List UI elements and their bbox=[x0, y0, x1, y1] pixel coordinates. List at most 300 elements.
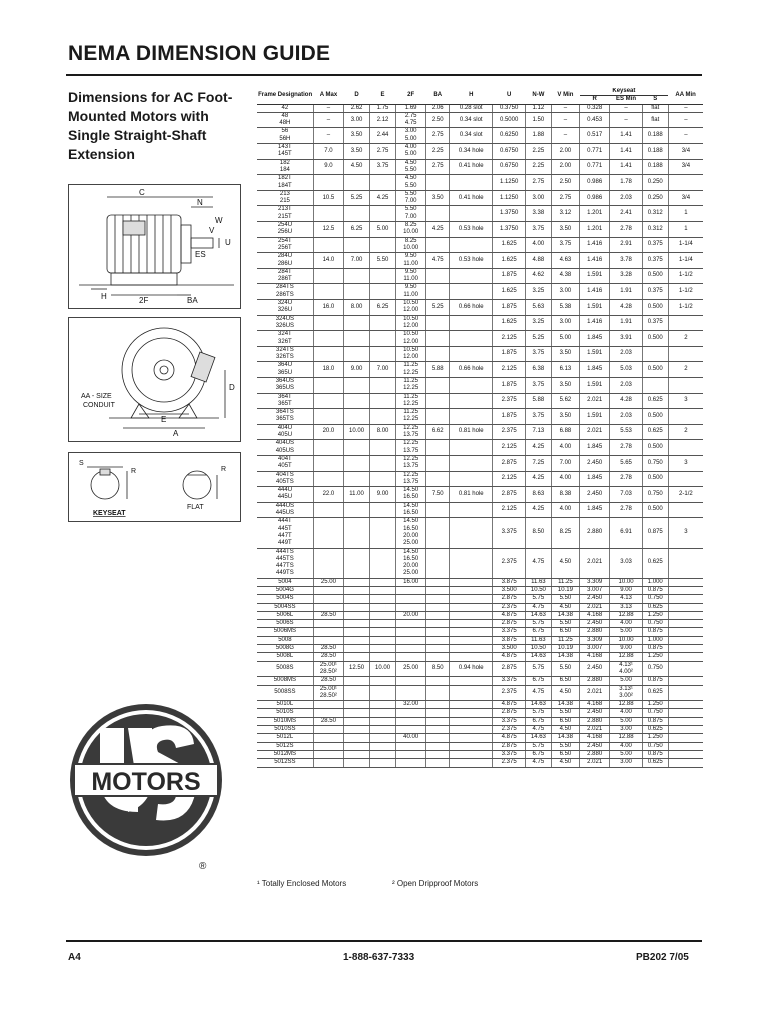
footer-page-number: A4 bbox=[68, 952, 81, 963]
table-cell: 8.00 bbox=[344, 300, 370, 316]
table-cell: 2.75 bbox=[370, 144, 396, 160]
table-cell bbox=[668, 440, 703, 456]
table-cell: 2.125 bbox=[493, 502, 525, 518]
table-row bbox=[257, 362, 703, 378]
table-cell: 10.50 12.00 bbox=[396, 331, 426, 347]
table-cell: 2.880 bbox=[580, 717, 610, 725]
table-cell bbox=[668, 759, 703, 767]
table-cell: 1.845 bbox=[580, 440, 610, 456]
table-row bbox=[257, 315, 703, 331]
table-cell: 5010L bbox=[257, 701, 313, 709]
table-cell: 28.50 bbox=[313, 717, 343, 725]
table-cell bbox=[344, 677, 370, 685]
table-cell: 0.500 bbox=[642, 362, 668, 378]
table-cell bbox=[313, 206, 343, 222]
table-cell: 6.50 bbox=[551, 677, 579, 685]
table-cell: 0.500 bbox=[642, 440, 668, 456]
table-cell: 5.50 bbox=[551, 661, 579, 677]
col-r: R bbox=[580, 96, 610, 104]
label-es: ES bbox=[195, 250, 206, 259]
table-cell: 5.00 bbox=[370, 222, 396, 238]
table-cell: 2 bbox=[668, 424, 703, 440]
table-cell bbox=[426, 636, 450, 644]
table-cell: 5.50 bbox=[551, 595, 579, 603]
table-cell bbox=[344, 742, 370, 750]
table-cell bbox=[668, 578, 703, 586]
table-cell: 25.00 bbox=[396, 661, 426, 677]
table-cell bbox=[450, 628, 493, 636]
table-cell: 2.875 bbox=[493, 595, 525, 603]
table-cell: 0.328 bbox=[580, 104, 610, 112]
table-cell bbox=[370, 315, 396, 331]
table-cell: 6.62 bbox=[426, 424, 450, 440]
table-cell: 324US 326US bbox=[257, 315, 313, 331]
table-cell bbox=[370, 331, 396, 347]
table-cell: 4.00 bbox=[610, 620, 642, 628]
table-cell bbox=[344, 315, 370, 331]
table-cell: 1.75 bbox=[370, 104, 396, 112]
table-cell: 6.50 bbox=[551, 717, 579, 725]
table-cell bbox=[668, 502, 703, 518]
table-cell bbox=[344, 502, 370, 518]
table-cell bbox=[344, 587, 370, 595]
table-cell bbox=[450, 377, 493, 393]
table-cell: 1.875 bbox=[493, 377, 525, 393]
table-cell: 14.50 16.50 bbox=[396, 502, 426, 518]
table-cell: 0.66 hole bbox=[450, 300, 493, 316]
us-motors-logo bbox=[66, 700, 226, 865]
table-cell: 7.00 bbox=[370, 362, 396, 378]
table-cell: 4.00 bbox=[551, 440, 579, 456]
table-cell bbox=[370, 595, 396, 603]
table-header-row-1 bbox=[257, 88, 703, 96]
table-cell: 0.250 bbox=[642, 190, 668, 206]
table-cell: 6.75 bbox=[525, 677, 551, 685]
table-cell: 5.88 bbox=[525, 393, 551, 409]
table-cell: 5.88 bbox=[426, 362, 450, 378]
table-cell bbox=[450, 759, 493, 767]
table-cell: 5008MS bbox=[257, 677, 313, 685]
table-cell bbox=[344, 471, 370, 487]
table-cell: 4.75 bbox=[525, 685, 551, 701]
table-cell: 5.00 bbox=[610, 628, 642, 636]
table-cell: 6.25 bbox=[370, 300, 396, 316]
table-cell: 3.03 bbox=[610, 548, 642, 578]
table-cell bbox=[426, 587, 450, 595]
table-cell: 364TS 365TS bbox=[257, 409, 313, 425]
table-cell: 3.50 bbox=[551, 409, 579, 425]
table-cell: 14.63 bbox=[525, 611, 551, 619]
table-cell bbox=[313, 726, 343, 734]
table-cell: 0.875 bbox=[642, 677, 668, 685]
table-cell bbox=[450, 315, 493, 331]
table-cell: 0.500 bbox=[642, 409, 668, 425]
table-cell: 12.5 bbox=[313, 222, 343, 238]
table-cell: 0.625 bbox=[642, 393, 668, 409]
table-row bbox=[257, 175, 703, 191]
table-cell: 0.750 bbox=[642, 661, 668, 677]
table-cell: 5.53 bbox=[610, 424, 642, 440]
table-row bbox=[257, 409, 703, 425]
table-cell: 0.625 bbox=[642, 685, 668, 701]
table-cell: 2.25 bbox=[426, 144, 450, 160]
table-cell: 3.500 bbox=[493, 587, 525, 595]
table-cell: 4.75 bbox=[525, 603, 551, 611]
table-cell: 3.25 bbox=[525, 284, 551, 300]
table-cell: 0.6750 bbox=[493, 144, 525, 160]
table-cell bbox=[313, 518, 343, 548]
table-cell: 0.750 bbox=[642, 455, 668, 471]
table-cell: 7.00 bbox=[551, 455, 579, 471]
table-cell: 5.75 bbox=[525, 742, 551, 750]
table-cell bbox=[426, 578, 450, 586]
table-cell: 3.007 bbox=[580, 587, 610, 595]
table-cell: 10.50 bbox=[525, 587, 551, 595]
table-cell bbox=[450, 620, 493, 628]
table-cell: 12.50 bbox=[344, 661, 370, 677]
table-cell: 8.50 bbox=[525, 518, 551, 548]
table-cell: 9.50 11.00 bbox=[396, 268, 426, 284]
table-cell: 0.625 bbox=[642, 726, 668, 734]
table-cell bbox=[426, 595, 450, 603]
table-cell bbox=[370, 620, 396, 628]
table-cell: 3.375 bbox=[493, 518, 525, 548]
table-cell: 2.450 bbox=[580, 595, 610, 603]
table-cell: 4.75 bbox=[525, 548, 551, 578]
table-cell: 2.125 bbox=[493, 362, 525, 378]
table-cell: 0.453 bbox=[580, 112, 610, 128]
table-cell: 2.06 bbox=[426, 104, 450, 112]
table-cell bbox=[426, 502, 450, 518]
table-row bbox=[257, 717, 703, 725]
table-cell: 5.00 bbox=[551, 331, 579, 347]
table-cell bbox=[370, 653, 396, 661]
table-cell: 284TS 286TS bbox=[257, 284, 313, 300]
table-cell: 5.75 bbox=[525, 595, 551, 603]
table-cell: 4.38 bbox=[551, 268, 579, 284]
table-cell: 1.625 bbox=[493, 315, 525, 331]
table-cell: 9.00 bbox=[370, 487, 396, 503]
table-cell bbox=[370, 548, 396, 578]
table-cell bbox=[668, 315, 703, 331]
table-cell bbox=[450, 331, 493, 347]
table-cell: 14.50 16.50 bbox=[396, 487, 426, 503]
table-cell bbox=[370, 206, 396, 222]
table-cell: 0.94 hole bbox=[450, 661, 493, 677]
label-c: C bbox=[139, 188, 145, 197]
table-cell: 6.75 bbox=[525, 628, 551, 636]
table-cell: 0.500 bbox=[642, 471, 668, 487]
table-cell: 1.591 bbox=[580, 268, 610, 284]
table-cell: 0.34 hole bbox=[450, 144, 493, 160]
table-cell bbox=[344, 409, 370, 425]
table-cell bbox=[370, 628, 396, 636]
table-cell: 14.63 bbox=[525, 701, 551, 709]
table-cell: 0.53 hole bbox=[450, 222, 493, 238]
table-cell: 1.875 bbox=[493, 268, 525, 284]
table-cell: 0.3750 bbox=[493, 104, 525, 112]
table-cell: 0.750 bbox=[642, 595, 668, 603]
table-cell: 444U 445U bbox=[257, 487, 313, 503]
table-cell: 213 215 bbox=[257, 190, 313, 206]
table-cell: 4.00 bbox=[610, 742, 642, 750]
table-cell: 3.00 bbox=[344, 112, 370, 128]
table-cell bbox=[313, 603, 343, 611]
table-cell: 1.416 bbox=[580, 237, 610, 253]
table-cell: 2.880 bbox=[580, 750, 610, 758]
table-cell: 2.875 bbox=[493, 742, 525, 750]
table-cell: 11.00 bbox=[344, 487, 370, 503]
table-cell: 2.375 bbox=[493, 726, 525, 734]
table-cell: 0.5000 bbox=[493, 112, 525, 128]
table-cell: 364US 365US bbox=[257, 377, 313, 393]
table-cell: 0.625 bbox=[642, 603, 668, 611]
table-cell: 10.50 bbox=[525, 645, 551, 653]
table-cell: 4.168 bbox=[580, 653, 610, 661]
table-cell bbox=[450, 268, 493, 284]
table-cell: 1.78 bbox=[610, 175, 642, 191]
table-cell: 3.12 bbox=[551, 206, 579, 222]
table-cell: 5.50 bbox=[551, 742, 579, 750]
table-cell: 0.188 bbox=[642, 144, 668, 160]
table-row bbox=[257, 548, 703, 578]
keyseat-flat-figure bbox=[68, 452, 241, 522]
table-cell bbox=[370, 440, 396, 456]
table-cell: 404T 405T bbox=[257, 455, 313, 471]
table-cell: 2.021 bbox=[580, 548, 610, 578]
table-cell: 3.375 bbox=[493, 677, 525, 685]
table-cell bbox=[313, 237, 343, 253]
col-d: D bbox=[344, 88, 370, 104]
table-cell: 254U 256U bbox=[257, 222, 313, 238]
table-row bbox=[257, 300, 703, 316]
table-cell: 8.25 10.00 bbox=[396, 237, 426, 253]
table-cell: 0.875 bbox=[642, 750, 668, 758]
table-cell: flat bbox=[642, 112, 668, 128]
table-cell: 5.75 bbox=[525, 661, 551, 677]
table-cell bbox=[370, 237, 396, 253]
table-cell bbox=[344, 331, 370, 347]
table-cell: 2.450 bbox=[580, 620, 610, 628]
table-cell: – bbox=[313, 128, 343, 144]
table-cell: 5008L bbox=[257, 653, 313, 661]
table-cell bbox=[426, 206, 450, 222]
col-ba: BA bbox=[426, 88, 450, 104]
table-row bbox=[257, 346, 703, 362]
table-cell: 324U 326U bbox=[257, 300, 313, 316]
table-cell bbox=[450, 701, 493, 709]
table-cell bbox=[396, 636, 426, 644]
col-u: U bbox=[493, 88, 525, 104]
table-cell: 2.450 bbox=[580, 742, 610, 750]
table-cell bbox=[426, 742, 450, 750]
table-cell bbox=[426, 393, 450, 409]
table-cell bbox=[313, 455, 343, 471]
table-cell: 1.845 bbox=[580, 362, 610, 378]
table-cell bbox=[450, 726, 493, 734]
table-cell: 0.500 bbox=[642, 300, 668, 316]
table-cell bbox=[450, 284, 493, 300]
table-cell: 2.875 bbox=[493, 487, 525, 503]
table-cell: 2.75 bbox=[426, 159, 450, 175]
table-cell bbox=[313, 315, 343, 331]
table-cell bbox=[396, 677, 426, 685]
table-cell: 11.25 bbox=[551, 578, 579, 586]
table-cell: 5004G bbox=[257, 587, 313, 595]
table-cell bbox=[426, 717, 450, 725]
table-cell: 11.25 bbox=[551, 636, 579, 644]
table-cell: 0.375 bbox=[642, 284, 668, 300]
table-cell bbox=[426, 628, 450, 636]
table-cell: 2.78 bbox=[610, 471, 642, 487]
table-cell bbox=[396, 759, 426, 767]
table-row bbox=[257, 578, 703, 586]
table-cell: 16.0 bbox=[313, 300, 343, 316]
table-cell bbox=[344, 645, 370, 653]
table-cell bbox=[344, 653, 370, 661]
table-cell bbox=[426, 611, 450, 619]
table-cell bbox=[450, 595, 493, 603]
table-row bbox=[257, 645, 703, 653]
table-cell: 1.591 bbox=[580, 409, 610, 425]
table-cell: 0.188 bbox=[642, 128, 668, 144]
table-cell bbox=[450, 603, 493, 611]
table-cell bbox=[668, 595, 703, 603]
table-cell: 7.25 bbox=[525, 455, 551, 471]
col-nw: N-W bbox=[525, 88, 551, 104]
table-cell bbox=[426, 440, 450, 456]
table-cell bbox=[450, 677, 493, 685]
table-cell: 4.13 bbox=[610, 595, 642, 603]
table-cell bbox=[344, 726, 370, 734]
table-cell bbox=[668, 471, 703, 487]
table-cell: 254T 256T bbox=[257, 237, 313, 253]
flat-label: FLAT bbox=[187, 504, 204, 511]
table-cell: 2.375 bbox=[493, 603, 525, 611]
table-cell: 6.88 bbox=[551, 424, 579, 440]
table-cell bbox=[370, 518, 396, 548]
table-cell bbox=[450, 409, 493, 425]
table-cell bbox=[313, 284, 343, 300]
table-cell bbox=[396, 645, 426, 653]
table-cell bbox=[450, 175, 493, 191]
table-cell bbox=[450, 742, 493, 750]
table-row bbox=[257, 393, 703, 409]
table-cell: 10.5 bbox=[313, 190, 343, 206]
table-cell: 1.591 bbox=[580, 377, 610, 393]
label-w: W bbox=[215, 216, 223, 225]
table-cell bbox=[344, 620, 370, 628]
col-aamin: AA Min bbox=[668, 88, 703, 104]
table-cell: 3.00 5.00 bbox=[396, 128, 426, 144]
table-cell bbox=[313, 502, 343, 518]
table-cell: 2.375 bbox=[493, 759, 525, 767]
label-ba: BA bbox=[187, 296, 198, 305]
table-cell bbox=[396, 587, 426, 595]
col-amax: A Max bbox=[313, 88, 343, 104]
table-cell: 0.312 bbox=[642, 206, 668, 222]
table-cell: 1.41 bbox=[610, 144, 642, 160]
table-cell: – bbox=[551, 128, 579, 144]
table-cell: 14.38 bbox=[551, 653, 579, 661]
table-cell bbox=[313, 750, 343, 758]
table-cell: 3.50 bbox=[551, 222, 579, 238]
table-cell bbox=[450, 645, 493, 653]
table-cell bbox=[370, 677, 396, 685]
label-e: E bbox=[161, 415, 167, 424]
table-cell: 5.38 bbox=[551, 300, 579, 316]
table-cell: 4.168 bbox=[580, 611, 610, 619]
table-cell: 5.00 bbox=[610, 677, 642, 685]
table-cell: 9.50 11.00 bbox=[396, 284, 426, 300]
table-cell: 4.28 bbox=[610, 393, 642, 409]
table-cell: 0.875 bbox=[642, 518, 668, 548]
table-cell: 404U 405U bbox=[257, 424, 313, 440]
table-cell bbox=[668, 587, 703, 595]
table-cell: 1.000 bbox=[642, 636, 668, 644]
table-cell: 5.25 bbox=[344, 190, 370, 206]
table-cell: 3.75 bbox=[525, 409, 551, 425]
table-cell: 324T 326T bbox=[257, 331, 313, 347]
table-cell: 3.375 bbox=[493, 717, 525, 725]
table-cell bbox=[370, 611, 396, 619]
table-cell: 6.91 bbox=[610, 518, 642, 548]
table-cell: 2.880 bbox=[580, 628, 610, 636]
table-cell: 1.41 bbox=[610, 159, 642, 175]
table-cell bbox=[344, 636, 370, 644]
table-cell bbox=[668, 409, 703, 425]
table-cell: 11.63 bbox=[525, 578, 551, 586]
table-cell: 0.250 bbox=[642, 175, 668, 191]
table-cell: 0.34 slot bbox=[450, 112, 493, 128]
table-cell: 5004 bbox=[257, 578, 313, 586]
table-cell: 7.0 bbox=[313, 144, 343, 160]
col-2f: 2F bbox=[396, 88, 426, 104]
table-cell: 10.00 bbox=[370, 661, 396, 677]
table-cell bbox=[426, 377, 450, 393]
table-cell: 3/4 bbox=[668, 144, 703, 160]
table-cell: 2.375 bbox=[493, 424, 525, 440]
table-cell bbox=[344, 717, 370, 725]
table-cell bbox=[313, 709, 343, 717]
table-cell: 2.78 bbox=[610, 440, 642, 456]
table-cell: 2.125 bbox=[493, 331, 525, 347]
table-cell: 4.88 bbox=[525, 253, 551, 269]
table-row bbox=[257, 701, 703, 709]
table-cell: 14.63 bbox=[525, 734, 551, 742]
table-cell: 5.00 bbox=[610, 750, 642, 758]
table-cell: 5010S bbox=[257, 709, 313, 717]
table-cell: 8.00 bbox=[370, 424, 396, 440]
table-cell: 3.78 bbox=[610, 253, 642, 269]
table-cell: 1.91 bbox=[610, 315, 642, 331]
table-cell: 2.021 bbox=[580, 685, 610, 701]
table-cell bbox=[313, 393, 343, 409]
table-cell: 1-1/4 bbox=[668, 253, 703, 269]
table-cell: 2.375 bbox=[493, 393, 525, 409]
table-cell: 14.38 bbox=[551, 734, 579, 742]
footnote-2: ² Open Dripproof Motors bbox=[392, 879, 479, 888]
table-cell: 3.13 bbox=[610, 603, 642, 611]
table-cell: 0.41 hole bbox=[450, 190, 493, 206]
table-cell: 1 bbox=[668, 222, 703, 238]
table-cell: 1.3750 bbox=[493, 222, 525, 238]
table-cell bbox=[426, 471, 450, 487]
table-cell bbox=[426, 759, 450, 767]
table-cell bbox=[344, 628, 370, 636]
table-cell: 2.62 bbox=[344, 104, 370, 112]
table-cell: 5004S bbox=[257, 595, 313, 603]
